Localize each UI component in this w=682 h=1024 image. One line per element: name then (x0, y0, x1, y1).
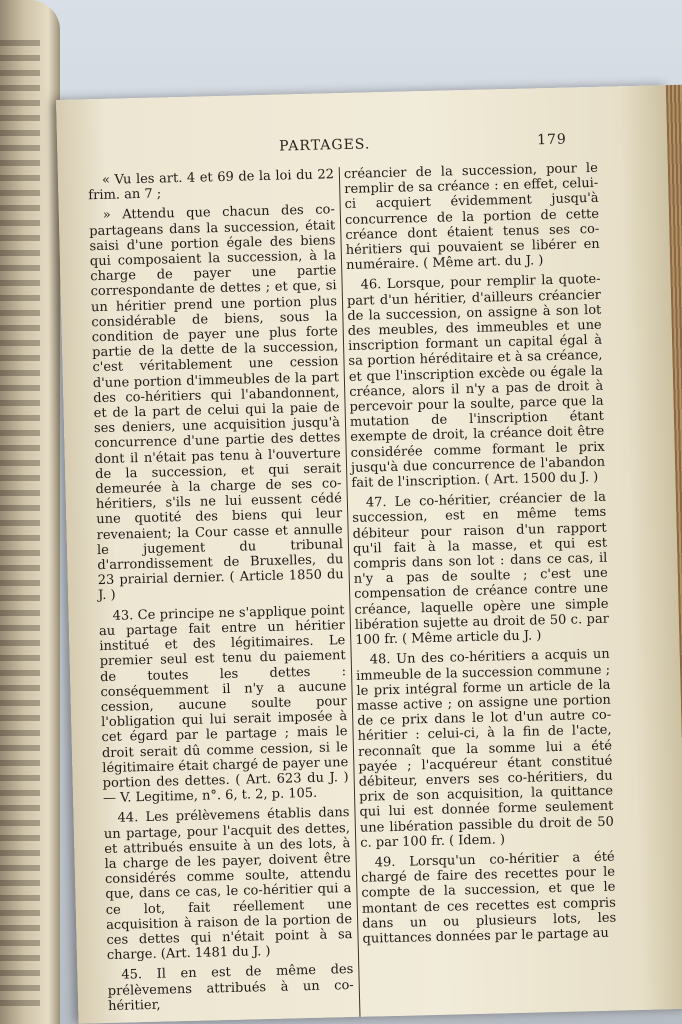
paragraph: » Attendu que chacun des co-partageans dans la succession, était saisi d'une portion égale des biens qui composaient la succession, à la charge de payer une partie correspondante de dettes ; et que, si un héritier prend une portion plus considérable de biens, sous la condition de payer une plus forte partie de la dette de la succession, c'est véritablement une cession d'une portion d'immeubles de la part des co-héritiers qui l'abandonnent, et de la part de celui qui la paie de ses deniers, une acquisition jusqu'à concurrence d'une partie des dettes dont il n'était pas tenu à l'ouverture de la succession, et qui serait demeurée à la charge de ses co-héritiers, s'ils ne lui eussent cédé une quotité des biens qui leur revenaient; la Cour casse et annulle le jugement du tribunal d'arrondissement de Bruxelles, du 23 prairial dernier. ( Article 1850 du J. ) (89, 202, 344, 604)
book-page (56, 85, 682, 1024)
running-title: PARTAGES. (279, 136, 371, 155)
right-column (344, 161, 617, 952)
paragraph: créancier de la succession, pour le remplir de sa créance : en effet, celui-ci acquiert évidemment jusqu'à concurrence de la portion de cette créance dont étaient tenus ses co-héritiers qui pouvaient se libérer en numéraire. ( Même art. du J. ) (343, 160, 600, 274)
paragraph: « Vu les art. 4 et 69 de la loi du 22 frim. an 7 ; (88, 167, 335, 204)
paragraph: 44. Les prélèvemens établis dans un partage, pour l'acquit des dettes, et attribués ensuite à un des lots, à la charge de les payer, doivent être considérés comme soulte, attendu que, dans ce cas, le co-héritier qui a ce lot, fait réellement une acquisition à raison de la portion de ces dettes qui n'était point à sa charge. (Art. 1481 du J. ) (103, 805, 353, 964)
page-edges (666, 85, 682, 1009)
paragraph: 48. Un des co-héritiers a acquis un immeuble de la succession commune ; le prix intégral forme un article de la masse active ; on assigne une portion de ce prix dans le lot d'un autre co-héritier : celui-ci, à la fin de l'acte, reconnaît que la somme lui a été payée ; l'acquéreur étant constitué débiteur, envers ses co-héritiers, du prix de son acquisition, la quittance qui lui est donnée forme seulement une libération passible du droit de 50 c. par 100 fr. ( Idem. ) (355, 646, 614, 851)
paragraph: 46. Lorsque, pour remplir la quote-part d'un héritier, d'ailleurs créancier de la succession, on assigne à son lot des meubles, des immeubles et une inscription formant un capital égal à sa portion héréditaire et à sa créance, et que l'inscription excède ou égale la créance, alors il n'y a pas de droit à percevoir pour la soulte, parce que la mutation de l'inscription étant exempte de droit, la créance doit être considérée comme formant le prix jusqu'à due concurrence de l'abandon fait de l'inscription. ( Art. 1500 du J. ) (346, 272, 606, 491)
paragraph: 47. Le co-héritier, créancier de la succession, est en même tems débiteur pour raison d'un rapport qu'il fait à la masse, et qui est compris dans son lot : dans ce cas, il n'y a pas de soulte ; c'est une compensation de créance contre une créance, laquelle opère une simple libération sujette au droit de 50 c. par 100 fr. ( Même article du J. ) (352, 489, 610, 648)
paragraph: 45. Il en est de même des prélèvemens attribués à un co-héritier, (107, 962, 354, 1014)
page-number: 179 (536, 131, 568, 149)
paragraph: 49. Lorsqu'un co-héritier a été chargé de faire des recettes pour le compte de la succession, et que le montant de ces recettes est compris dans un ou plusieurs lots, les quittances données par le partage au (360, 849, 617, 947)
left-column (88, 167, 355, 1019)
paragraph: 43. Ce principe ne s'applique point au partage fait entre un héritier institué et des légitimaires. Le premier seul est tenu du paiement de toutes les dettes : conséquemment il n'y a aucune cession, aucune soulte pour l'obligation qui lui serait imposée à cet égard par le partage ; mais le droit serait dû comme cession, si le légitimaire était chargé de payer une portion des dettes. ( Art. 623 du J. ) — V. Legitime, n°. 6, t. 2, p. 105. (98, 602, 349, 807)
facing-page-edge (0, 0, 60, 1024)
page-header (57, 129, 669, 164)
facing-page-text (0, 40, 40, 1010)
